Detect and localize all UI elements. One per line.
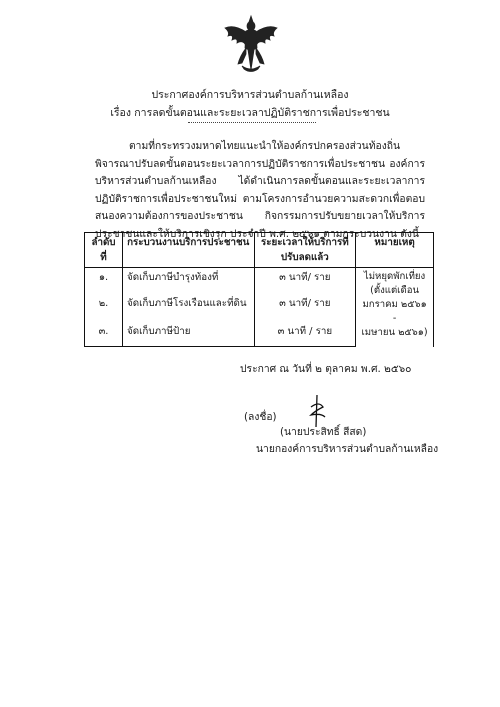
row-duration: ๓ นาที / ราย (254, 322, 356, 347)
remark-line: (ตั้งแต่เดือน (370, 285, 420, 296)
signature-label: (ลงชื่อ) (244, 411, 277, 423)
header-no: ลำดับที่ (85, 233, 123, 268)
remark-cell (356, 268, 434, 347)
row-no: ๓. (85, 322, 123, 347)
header-duration: ระยะเวลาให้บริการที่ปรับลดแล้ว (254, 233, 356, 268)
row-no: ๑. (85, 268, 123, 295)
row-process: จัดเก็บภาษีป้าย (122, 322, 254, 347)
announcement-subject: เรื่อง การลดขั้นตอนและระยะเวลาปฏิบัติราชการเพื่อประชาชน (110, 107, 390, 119)
announcement-date: ประกาศ ณ วันที่ ๒ ตุลาคม พ.ศ. ๒๕๖๐ (240, 363, 412, 375)
row-process: จัดเก็บภาษีโรงเรือนและที่ดิน (122, 294, 254, 322)
remark-line: เมษายน ๒๕๖๑) (361, 327, 428, 338)
header-remark: หมายเหตุ (356, 233, 434, 268)
signatory-name: (นายประสิทธิ์ สีสด) (280, 426, 367, 438)
signatory-title: นายกองค์การบริหารส่วนตำบลก้านเหลือง (256, 443, 439, 455)
row-no: ๒. (85, 294, 123, 322)
header-process: กระบวนงานบริการประชาชน (122, 233, 254, 268)
garuda-emblem-icon (222, 14, 280, 74)
announcement-title: ประกาศองค์การบริหารส่วนตำบลก้านเหลือง (151, 89, 349, 101)
row-process: จัดเก็บภาษีบำรุงท้องที่ (122, 268, 254, 295)
separator-dotted-line (188, 122, 316, 123)
body-paragraph: ตามที่กระทรวงมหาดไทยแนะนำให้องค์กรปกครองส่วนท้องถิ่น พิจารณาปรับลดขั้นตอนระยะเวลาการปฏิบัติราชการเพื่อประชาชน องค์การบริหารส่วนตำบลก้านเหลือง ได้ดำเนินการลดขั้นตอนและระยะเวลาการปฏิบัติราชการเพื่อประชาชนใหม่ ตามโครงการอำนวยความสะดวกเพื่อตอบสนองความต้องการของประชาชน กิจกรรมการปรับขยายเวลาให้บริการประชาชนและให้บริการเชิงรุก ประจำปี พ.ศ. ๒๕๖๑ ตามกระบวนงาน ดังนี้ (95, 140, 425, 240)
service-table (84, 232, 434, 347)
remark-line: มกราคม ๒๕๖๑ - (362, 299, 427, 324)
row-duration: ๓ นาที/ ราย (254, 294, 356, 322)
table-header-row (85, 233, 434, 268)
remark-line: ไม่หยุดพักเที่ยง (363, 271, 426, 282)
table-row (85, 268, 434, 295)
row-duration: ๓ นาที/ ราย (254, 268, 356, 295)
